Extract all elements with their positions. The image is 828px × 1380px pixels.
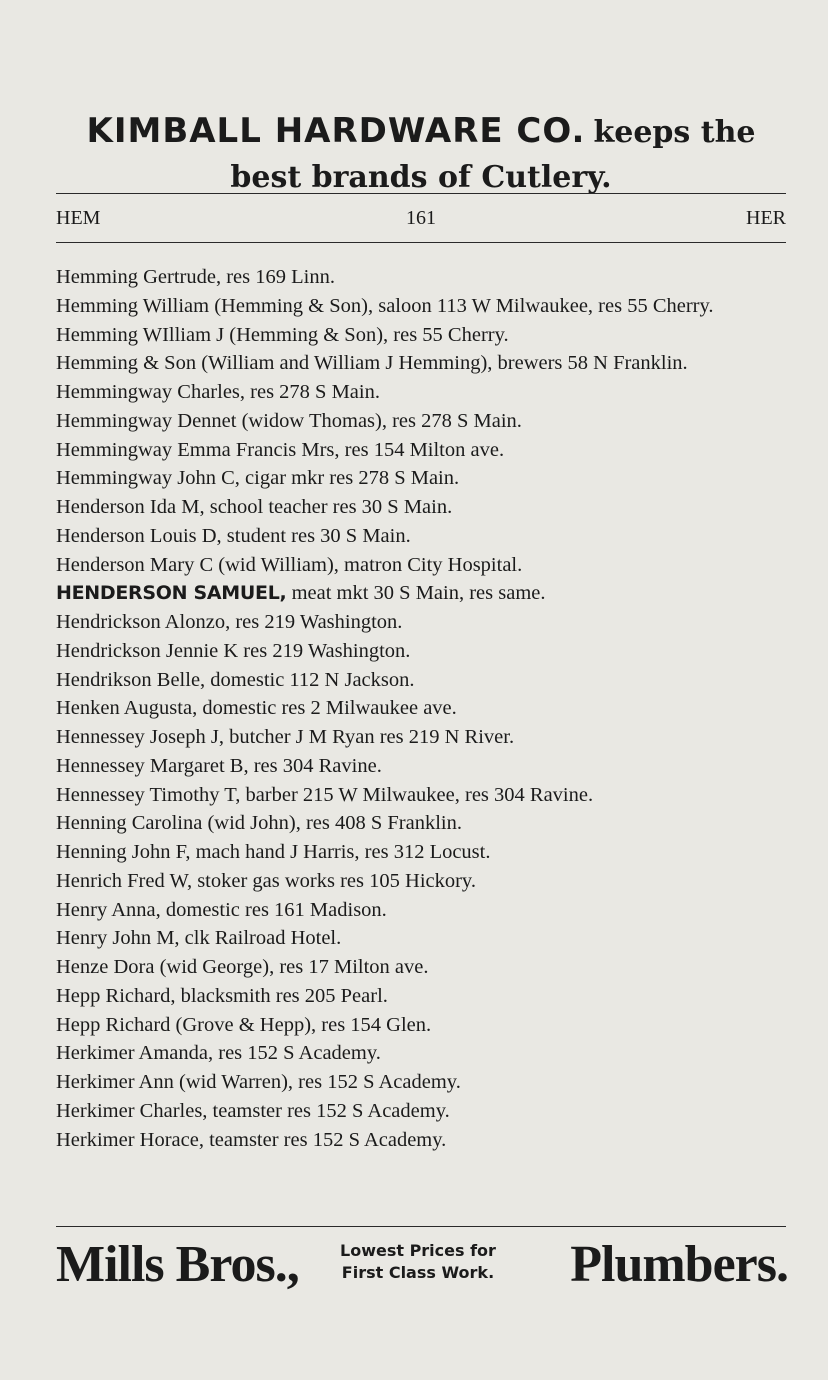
entry-text: meat mkt 30 S Main, res same. bbox=[286, 582, 546, 605]
bottom-rule bbox=[56, 1226, 786, 1227]
directory-entry bbox=[56, 1039, 788, 1068]
entry-text: Henning John F, mach hand J Harris, res 312 Locust. bbox=[56, 841, 491, 863]
directory-entry bbox=[56, 349, 788, 378]
directory-entry bbox=[56, 809, 788, 838]
directory-entry bbox=[56, 263, 788, 292]
tagline-line2: First Class Work. bbox=[341, 1263, 495, 1282]
entry-text: Henderson Louis D, student res 30 S Main. bbox=[56, 524, 411, 547]
advertisement-bottom bbox=[56, 1232, 788, 1302]
entry-text: Henry Anna, domestic res 161 Madison. bbox=[56, 898, 387, 921]
entry-text: Henrich Fred W, stoker gas works res 105 Hickory. bbox=[56, 869, 476, 892]
directory-entry bbox=[56, 579, 788, 608]
directory-entry bbox=[56, 752, 788, 781]
entry-text: Hemming WIlliam J (Hemming & Son), res 55 Cherry. bbox=[56, 323, 509, 346]
directory-entry bbox=[56, 608, 788, 637]
entry-text: Hemmingway Emma Francis Mrs, res 154 Milton ave. bbox=[56, 438, 505, 461]
top-rule bbox=[56, 193, 786, 194]
advertiser-trade: Plumbers. bbox=[570, 1236, 788, 1293]
directory-entry bbox=[56, 982, 788, 1011]
directory-entry bbox=[56, 953, 788, 982]
running-head bbox=[56, 203, 786, 233]
advertisement-tagline bbox=[340, 1240, 496, 1284]
entry-text: Hemming Gertrude, res 169 Linn. bbox=[56, 266, 335, 288]
entry-bold-name: HENDERSON SAMUEL, bbox=[56, 582, 287, 605]
entry-text: Hemmingway Charles, res 278 S Main. bbox=[56, 381, 380, 403]
entry-text: Hendrikson Belle, domestic 112 N Jackson. bbox=[56, 668, 415, 691]
running-head-left: HEM bbox=[56, 207, 101, 229]
advertisement-top bbox=[56, 108, 786, 196]
advertiser-name-bottom: Mills Bros., bbox=[56, 1236, 299, 1293]
directory-entry bbox=[56, 896, 788, 925]
directory-entry bbox=[56, 924, 788, 953]
entry-text: Hendrickson Alonzo, res 219 Washington. bbox=[56, 611, 403, 633]
directory-entry bbox=[56, 666, 788, 695]
entry-text: Hemmingway John C, cigar mkr res 278 S Main. bbox=[56, 467, 460, 490]
directory-entry bbox=[56, 694, 788, 723]
running-head-right: HER bbox=[746, 207, 786, 229]
directory-entry bbox=[56, 723, 788, 752]
directory-entry bbox=[56, 1011, 788, 1040]
entry-text: Hemming & Son (William and William J Hemming), brewers 58 N Franklin. bbox=[56, 352, 688, 375]
entry-text: Herkimer Charles, teamster res 152 S Academy. bbox=[56, 1099, 450, 1122]
entry-text: Hemmingway Dennet (widow Thomas), res 278 S Main. bbox=[56, 409, 522, 432]
entry-text: Henry John M, clk Railroad Hotel. bbox=[56, 927, 342, 950]
entry-text: Hendrickson Jennie K res 219 Washington. bbox=[56, 639, 411, 662]
entry-text: Henderson Mary C (wid William), matron City Hospital. bbox=[56, 553, 523, 576]
head-rule bbox=[56, 242, 786, 243]
directory-entry bbox=[56, 551, 788, 580]
directory-entry bbox=[56, 838, 788, 867]
directory-entry bbox=[56, 378, 788, 407]
entry-text: Hemming William (Hemming & Son), saloon 113 W Milwaukee, res 55 Cherry. bbox=[56, 294, 714, 317]
entry-text: Hennessey Joseph J, butcher J M Ryan res 219 N River. bbox=[56, 726, 515, 748]
directory-entry bbox=[56, 637, 788, 666]
directory-entry bbox=[56, 321, 788, 350]
tagline-line1: Lowest Prices for bbox=[340, 1241, 496, 1260]
directory-entry bbox=[56, 464, 788, 493]
directory-entry bbox=[56, 781, 788, 810]
directory-entry bbox=[56, 867, 788, 896]
advertisement-slogan: best brands of Cutlery. bbox=[230, 160, 612, 195]
entry-text: Hepp Richard, blacksmith res 205 Pearl. bbox=[56, 984, 388, 1007]
entry-text: Henning Carolina (wid John), res 408 S Franklin. bbox=[56, 812, 462, 835]
advertisement-tail: keeps the bbox=[593, 115, 756, 150]
entry-text: Henderson Ida M, school teacher res 30 S Main. bbox=[56, 496, 453, 518]
entry-text: Herkimer Amanda, res 152 S Academy. bbox=[56, 1042, 381, 1065]
directory-entry bbox=[56, 1097, 788, 1126]
entry-text: Herkimer Ann (wid Warren), res 152 S Academy. bbox=[56, 1071, 461, 1093]
directory-entries bbox=[56, 263, 788, 1154]
directory-entry bbox=[56, 292, 788, 321]
directory-entry bbox=[56, 493, 788, 522]
directory-entry bbox=[56, 522, 788, 551]
advertiser-name: KIMBALL HARDWARE CO. bbox=[86, 111, 586, 151]
advertisement-top-line1 bbox=[56, 108, 786, 160]
directory-entry bbox=[56, 407, 788, 436]
entry-text: Hennessey Margaret B, res 304 Ravine. bbox=[56, 754, 382, 777]
directory-entry bbox=[56, 1068, 788, 1097]
entry-text: Hepp Richard (Grove & Hepp), res 154 Glen. bbox=[56, 1013, 432, 1036]
directory-entry bbox=[56, 436, 788, 465]
page-number: 161 bbox=[406, 207, 436, 229]
entry-text: Henken Augusta, domestic res 2 Milwaukee ave. bbox=[56, 697, 457, 720]
entry-text: Hennessey Timothy T, barber 215 W Milwaukee, res 304 Ravine. bbox=[56, 783, 594, 806]
entry-text: Henze Dora (wid George), res 17 Milton ave. bbox=[56, 956, 429, 978]
directory-entry bbox=[56, 1126, 788, 1155]
entry-text: Herkimer Horace, teamster res 152 S Academy. bbox=[56, 1128, 447, 1151]
